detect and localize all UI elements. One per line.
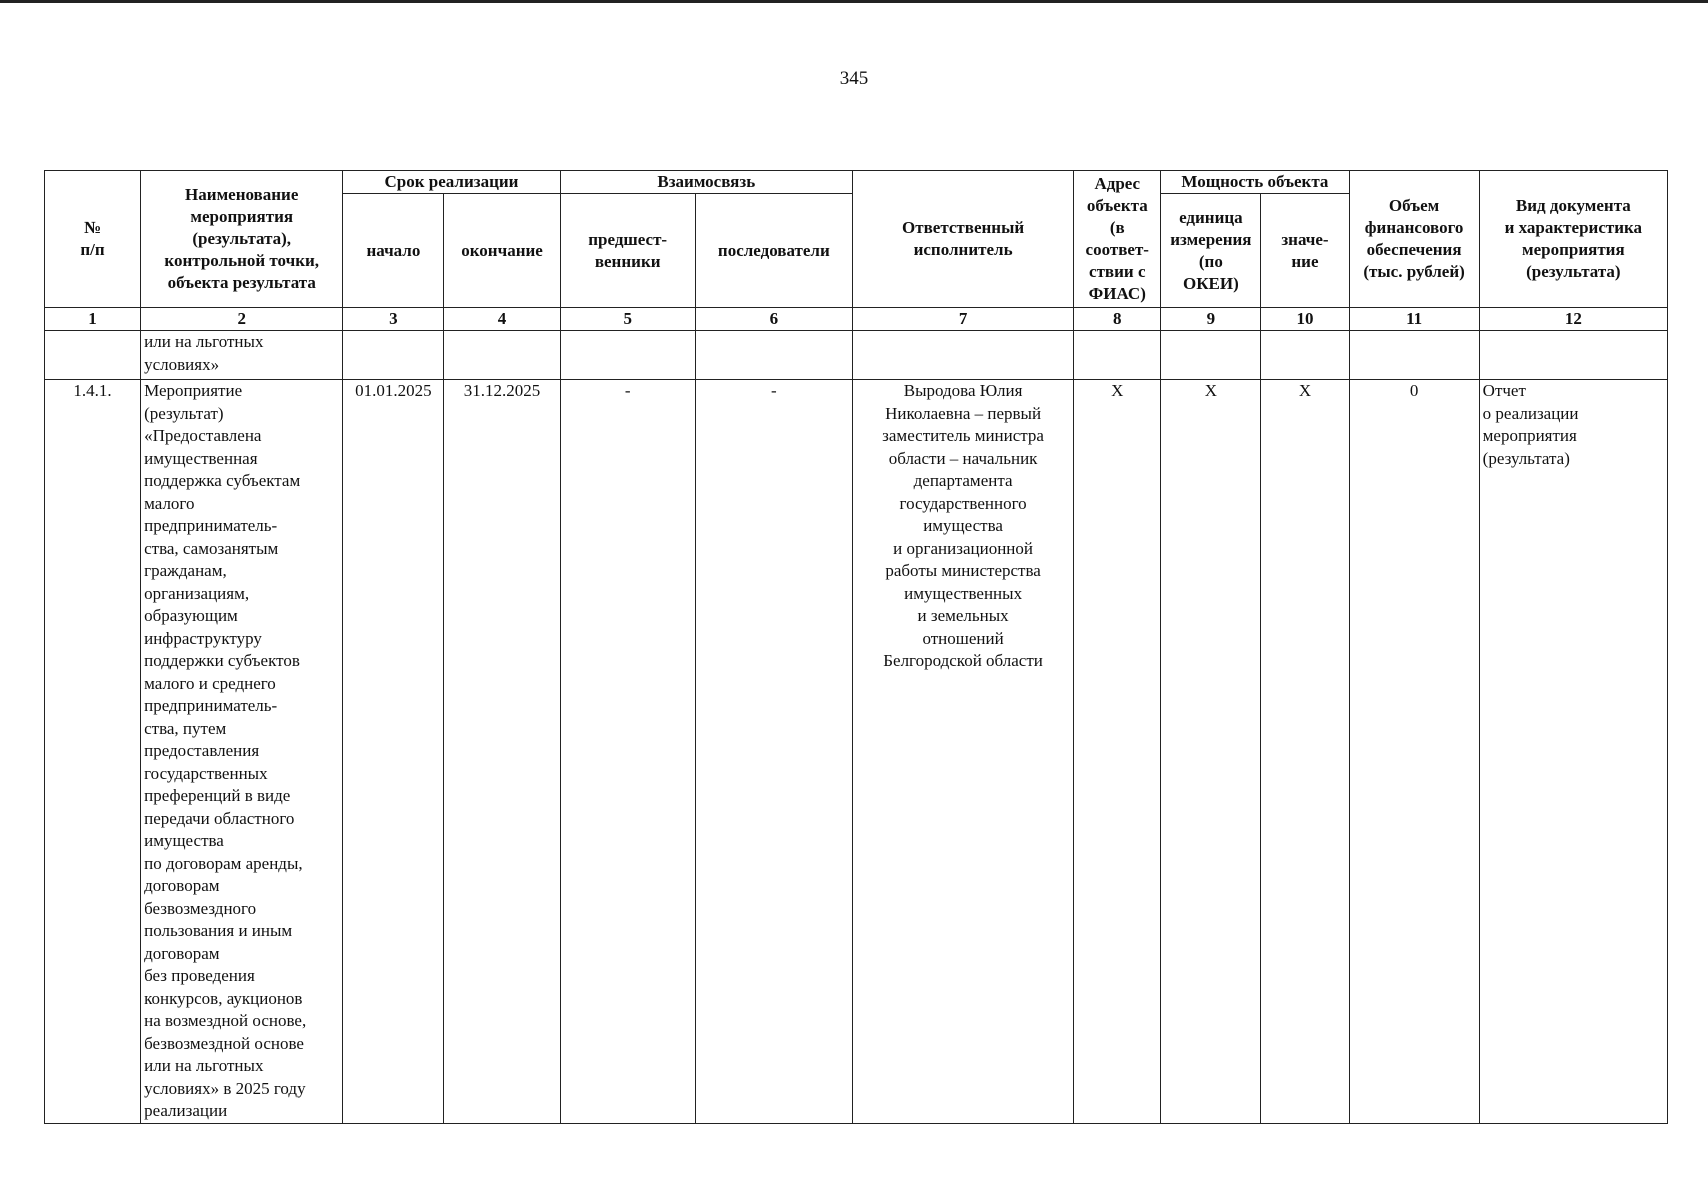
- cell-empty: [444, 331, 560, 380]
- cell-empty: [1479, 331, 1667, 380]
- cell-responsible: Выродова Юлия Николаевна – первый заместитель министра области – начальник департамента государственного имущества и организационной работы министерства имущественных и земельных отношений Белгородской области: [852, 380, 1073, 1124]
- header-finance: Объем финансового обеспечения (тыс. рублей): [1349, 171, 1479, 308]
- header-link-succ: последователи: [695, 194, 852, 308]
- cell-unit: Х: [1161, 380, 1261, 1124]
- column-number: 6: [695, 308, 852, 331]
- column-number: 7: [852, 308, 1073, 331]
- cell-empty: [1074, 331, 1161, 380]
- column-number: 8: [1074, 308, 1161, 331]
- continuation-row: [45, 331, 1668, 380]
- column-number: 11: [1349, 308, 1479, 331]
- column-number: 3: [343, 308, 444, 331]
- header-term-group: Срок реализации: [343, 171, 560, 194]
- header-link-pred: предшест- венники: [560, 194, 695, 308]
- column-number: 2: [141, 308, 343, 331]
- cell-empty: [45, 331, 141, 380]
- cell-num: 1.4.1.: [45, 380, 141, 1124]
- column-number: 5: [560, 308, 695, 331]
- cell-empty: [695, 331, 852, 380]
- cell-name-continuation: или на льготных условиях»: [141, 331, 343, 380]
- column-number: 9: [1161, 308, 1261, 331]
- header-term-end: окончание: [444, 194, 560, 308]
- header-address: Адрес объекта (в соответ- ствии с ФИАС): [1074, 171, 1161, 308]
- header-power-value: значе- ние: [1261, 194, 1349, 308]
- cell-address: Х: [1074, 380, 1161, 1124]
- table-row: [45, 380, 1668, 1124]
- header-doc: Вид документа и характеристика мероприятия (результата): [1479, 171, 1667, 308]
- plan-table: [44, 170, 1668, 1124]
- column-number: 1: [45, 308, 141, 331]
- header-power-unit: единица измерения (по ОКЕИ): [1161, 194, 1261, 308]
- header-responsible: Ответственный исполнитель: [852, 171, 1073, 308]
- cell-empty: [560, 331, 695, 380]
- cell-empty: [1261, 331, 1349, 380]
- header-name: Наименование мероприятия (результата), контрольной точки, объекта результата: [141, 171, 343, 308]
- cell-start-date: 01.01.2025: [343, 380, 444, 1124]
- column-number: 4: [444, 308, 560, 331]
- header-term-start: начало: [343, 194, 444, 308]
- cell-finance: 0: [1349, 380, 1479, 1124]
- column-number: 10: [1261, 308, 1349, 331]
- header-power-group: Мощность объекта: [1161, 171, 1349, 194]
- cell-name: Мероприятие (результат) «Предоставлена имущественная поддержка субъектам малого предприниматель- ства, самозанятым гражданам, организациям, образующим инфраструктуру поддержки субъектов малого и среднего предприниматель- ства, путем предоставления государственных преференций в виде передачи областного имущества по договорам аренды, договорам безвозмездного пользования и иным договорам без проведения конкурсов, аукционов на возмездной основе, безвозмездной основе или на льготных условиях» в 2025 году реализации: [141, 380, 343, 1124]
- cell-predecessors: -: [560, 380, 695, 1124]
- cell-end-date: 31.12.2025: [444, 380, 560, 1124]
- column-number-row: [45, 308, 1668, 331]
- page-number: 345: [839, 68, 869, 89]
- header-row-group: [45, 171, 1668, 194]
- cell-doc: Отчет о реализации мероприятия (результата): [1479, 380, 1667, 1124]
- cell-successors: -: [695, 380, 852, 1124]
- cell-value: Х: [1261, 380, 1349, 1124]
- page-top-edge: [0, 0, 1708, 3]
- cell-empty: [1161, 331, 1261, 380]
- cell-empty: [343, 331, 444, 380]
- cell-empty: [1349, 331, 1479, 380]
- cell-empty: [852, 331, 1073, 380]
- header-num: № п/п: [45, 171, 141, 308]
- header-link-group: Взаимосвязь: [560, 171, 852, 194]
- column-number: 12: [1479, 308, 1667, 331]
